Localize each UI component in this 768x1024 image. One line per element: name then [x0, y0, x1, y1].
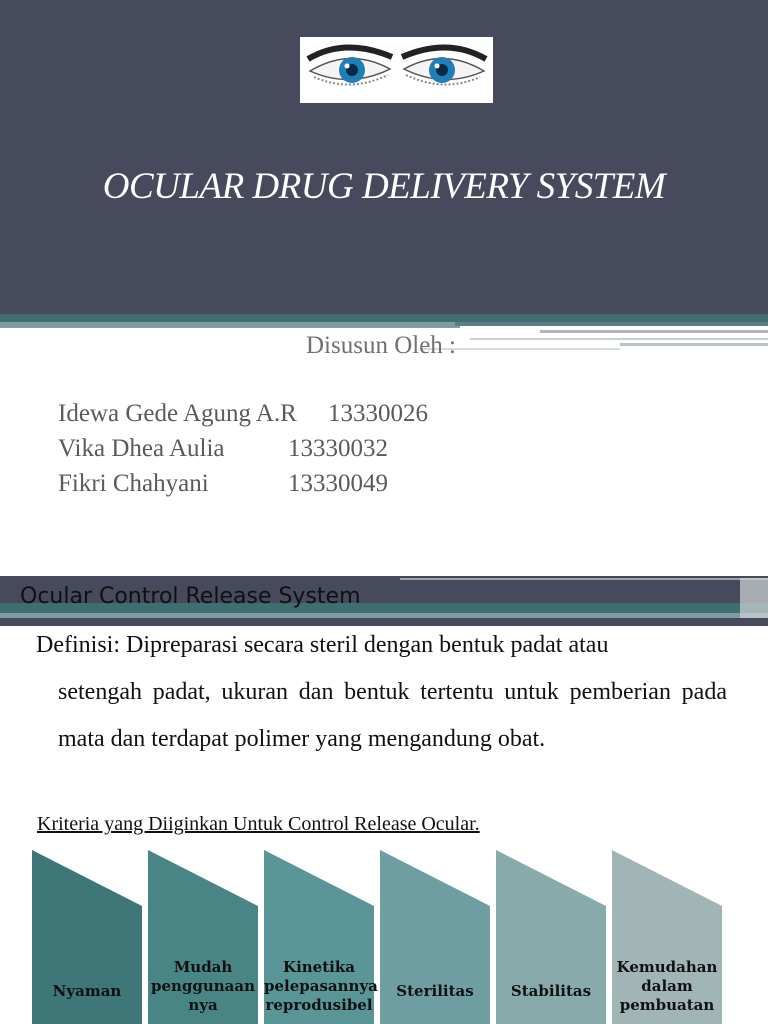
decorative-strip: [620, 343, 768, 346]
criteria-label: Kinetika pelepasannya reprodusibel: [264, 958, 378, 1014]
decorative-strip: [0, 322, 460, 328]
author-id: 13330026: [328, 400, 428, 427]
decorative-strip: [470, 338, 768, 340]
criteria-label: Sterilitas: [396, 982, 474, 1000]
decorative-strip: [455, 322, 768, 326]
decorative-strip: [400, 578, 768, 580]
slide-title: OCULAR DRUG DELIVERY SYSTEM: [102, 166, 666, 207]
criteria-chevron: [496, 850, 606, 1024]
author-name: Fikri Chahyani: [58, 470, 209, 497]
author-id: 13330049: [288, 470, 388, 497]
criteria-label: Kemudahan dalam pembuatan: [616, 958, 718, 1014]
criteria-chevron: [264, 850, 378, 1024]
definition-line: Definisi: Dipreparasi secara steril dengan bentuk padat atau: [36, 632, 609, 658]
decorative-strip: [740, 578, 768, 618]
author-row: [58, 470, 388, 498]
criteria-chevron: [380, 850, 490, 1024]
criteria-chevron: [148, 850, 258, 1024]
criteria-chevron: [32, 850, 142, 1024]
decorative-strip: [540, 330, 768, 333]
subtitle: Disusun Oleh :: [306, 332, 456, 359]
criteria-chevron: [612, 850, 722, 1024]
criteria-label: Nyaman: [52, 982, 122, 1000]
criteria-label: Mudah penggunaan nya: [150, 958, 256, 1014]
definition-text: [36, 622, 727, 763]
criteria-heading: Kriteria yang Diiginkan Untuk Control Release Ocular.: [37, 813, 480, 835]
author-row: [58, 435, 388, 463]
author-id: 13330032: [288, 435, 388, 462]
decorative-strip: [0, 314, 768, 322]
eyes-icon: [300, 37, 493, 103]
definition-continuation: setengah padat, ukuran dan bentuk tertentu untuk pemberian pada mata dan terdapat polimer yang mengandung obat.: [58, 679, 727, 752]
decorative-strip: [0, 613, 768, 618]
criteria-label: Stabilitas: [510, 982, 592, 1000]
author-name: Idewa Gede Agung A.R: [58, 400, 297, 427]
slide-title: Ocular Control Release System: [20, 584, 361, 609]
author-name: Vika Dhea Aulia: [58, 435, 225, 462]
author-row: [58, 400, 297, 428]
